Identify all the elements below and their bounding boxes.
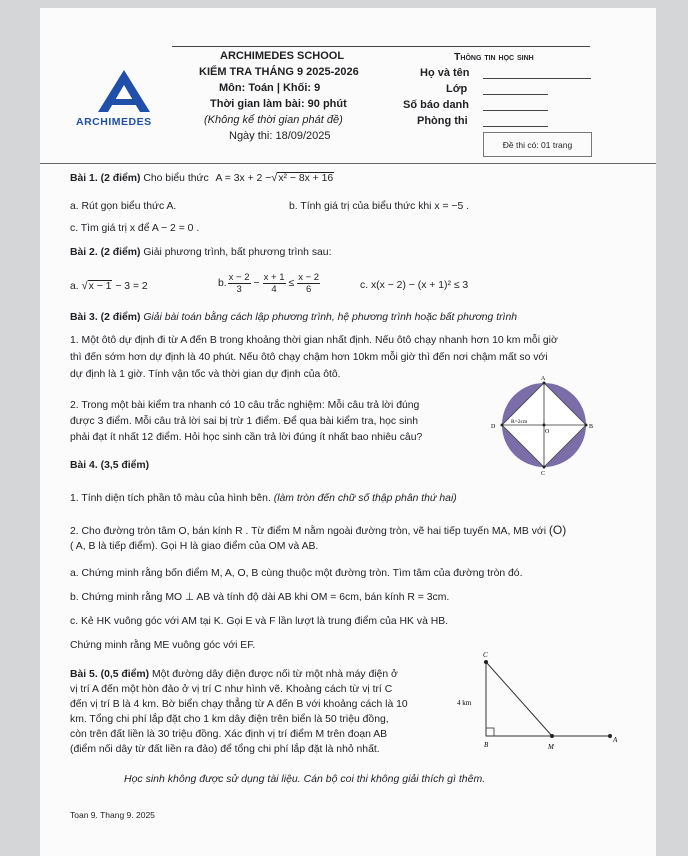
fig5-label-B: B: [484, 741, 489, 749]
bai4-part-a: a. Chứng minh rằng bốn điểm M, A, O, B cùng thuộc một đường tròn. Tìm tâm của đường tròn đó.: [70, 568, 523, 579]
bai4-q2-circle: (O): [548, 523, 567, 537]
fig-label-A: A: [541, 376, 546, 382]
bai3-p1-line2: thì đến sớm hơn dự định là 40 phút. Nếu ôtô chạy chậm hơn 10km mỗi giờ thì đến nơi chậm mất so với: [70, 352, 548, 363]
bai2-intro: Giải phương trình, bất phương trình sau:: [143, 247, 332, 258]
bai2-b-fraction-2: $\frac{x + 1}{4}$: [263, 272, 285, 295]
bai2-a-root: x − 1: [88, 281, 112, 292]
subject-line: Môn: Toán | Khối: 9: [219, 82, 321, 94]
bai4-q1-note: (làm tròn đến chữ số thập phân thứ hai): [273, 493, 457, 504]
field-label-room: Phòng thi: [417, 115, 468, 127]
fig5-label-dist: 4 km: [457, 699, 472, 707]
bai2-c-label: c.: [360, 280, 369, 291]
bai3-intro: Giải bài toán bằng cách lập phương trình, hệ phương trình hoặc bất phương trình: [143, 312, 517, 323]
bai1-formula-left: A = 3x + 2 −: [215, 173, 272, 184]
bai2-b-fraction-3: $\frac{x - 2}{6}$: [298, 272, 320, 295]
field-label-name: Họ và tên: [420, 67, 470, 79]
class-blank: [483, 94, 548, 95]
bai5-line2: vị trí A đến một hòn đảo ở vị trí C như hình vẽ. Khoảng cách từ vị trí C: [70, 684, 393, 695]
bai5-line6: (điểm nối dây từ đất liền ra đảo) để tổng chi phí lắp đặt là nhỏ nhất.: [70, 744, 380, 755]
bai4-q1: 1. Tính diện tích phần tô màu của hình bên.: [70, 493, 271, 504]
footer-instruction: Học sinh không được sử dụng tài liệu. Cán bộ coi thi không giải thích gì thêm.: [124, 773, 486, 785]
cable-figure: [456, 648, 626, 760]
bai2-b-fraction-1: $\frac{x - 2}{3}$: [228, 272, 250, 295]
student-info-title: Thông tin học sinh: [454, 51, 534, 63]
bai1-formula-root: x² − 8x + 16: [278, 173, 334, 184]
exam-page: ARCHIMEDES ARCHIMEDES SCHOOL KIỂM TRA THÁNG 9 2025-2026 Môn: Toán | Khối: 9 Thời gian làm bài: 90 phút (Không kể thời gian phát đề) Ngày thi: 18/09/2025 Thông tin học sinh Họ và tên Lớp Số báo danh Phòng thi Đề thi có: 01 trang Bài 1. (2 điểm) Cho biểu thức A = 3x + 2 −√x² − 8x + 16 a. Rút gọn biểu thức A. b. Tính giá trị của biểu thức khi x = −5 . c. Tìm giá trị x để A − 2 = 0 . Bài 2. (2 điểm) Giải phương trình, bất phương trình sau: a. √x − 1 − 3 = 2 b. $\frac{x - 2}{3}$ − $\frac{x + 1}{4}$ ≤ $\frac{x - 2}{6}$ c. x(x − 2) − (x + 1)² ≤ 3 Bài 3. (2 điểm) Giải bài toán bằng cách lập phương trình, hệ phương trình hoặc bất phương trình 1. Một ôtô dự định đi từ A đến B trong khoảng thời gian nhất định. Nếu ôtô chạy nhanh hơn 10 km mỗi giờ thì đến sớm hơn dự định là 40 phút. Nếu ôtô chạy chậm hơn 10km mỗi giờ thì đến nơi chậm mất so với dự định là 1 giờ. Tính vận tốc và thời gian dự định của ôtô. 2. Trong một bài kiểm tra nhanh có 10 câu trắc nghiệm: Mỗi câu trả lời đúng được 3 điểm. Mỗi câu trả lời sai bị trừ 1 điểm. Để qua bài kiểm tra, học sinh phải đạt ít nhất 12 điểm. Hỏi học sinh cần trả lời đúng ít nhất bao nhiêu câu? A C D B O R=2cm Bài 4. (3,5 điểm) 1. Tính diện tích phần tô màu của hình bên. (làm tròn đến chữ số thập phân thứ hai) 2. Cho đường tròn tâm O, bán kính R . Từ điểm M nằm ngoài đường tròn, vẽ hai tiếp tuyến MA, MB với (O) ( A, B là tiếp điểm). Gọi H là giao điểm của OM và AB. a. Chứng minh rằng bốn điểm M, A, O, B cùng thuộc một đường tròn. Tìm tâm của đường tròn đó. b. Chứng minh rằng MO ⊥ AB và tính độ dài AB khi OM = 6cm, bán kính R = 3cm. c. Kẻ HK vuông góc với AM tại K. Gọi E và F lần lượt là trung điểm của HK và HB. Chứng minh rằng ME vuông góc với EF. Bài 5. (0,5 điểm) Một đường dây điện được nối từ một nhà máy điện ở vị trí A đến một hòn đảo ở vị trí C như hình vẽ. Khoảng cách từ vị trí C đến vị trí B là 4 km. Bờ biển chạy thẳng từ A đến B với khoảng cách là 10 km. Tổng chi phí lắp đặt cho 1 km dây điện trên biển là 50 triệu đồng, còn trên đất liền là 30 triệu đồng. Xác định vị trí điểm M trên đoạn AB (điểm nối dây từ đất liền ra đảo) để tổng chi phí lắp đặt là nhỏ nhất. C 4 km B M A Học sinh không được sử dụng tài liệu. Cán bộ coi thi không giải thích gì thêm. Toan 9. Thang 9. 2025: [40, 8, 656, 856]
bai1-intro: Cho biểu thức: [143, 173, 209, 184]
room-blank: [483, 126, 548, 127]
exam-title: KIỂM TRA THÁNG 9 2025-2026: [199, 66, 359, 78]
bai2-a-rest: − 3 = 2: [115, 281, 148, 292]
name-blank: [483, 78, 591, 79]
fig5-label-C: C: [483, 651, 488, 659]
bai2-b-label: b.: [218, 278, 227, 289]
bai5-line1: Một đường dây điện được nối từ một nhà máy điện ở: [152, 669, 398, 680]
fig-label-C: C: [541, 471, 546, 477]
bai2-b-op1: −: [253, 278, 260, 289]
bai1-part-a: a. Rút gọn biểu thức A.: [70, 201, 177, 212]
fig-label-O: O: [545, 429, 550, 435]
bai5-line4: km. Tổng chi phí lắp đặt cho 1 km dây điện trên biển là 50 triệu đồng,: [70, 714, 389, 725]
bai1-part-b-value: x = −5 .: [434, 201, 470, 212]
candidate-number-blank: [483, 110, 548, 111]
field-label-candidate-number: Số báo danh: [403, 99, 469, 111]
bai4-part-b: b. Chứng minh rằng MO ⊥ AB và tính độ dài AB khi OM = 6cm, bán kính R = 3cm.: [70, 592, 450, 603]
header-divider: [40, 163, 656, 164]
fig-label-D: D: [491, 424, 496, 430]
bai4-q2-line1: 2. Cho đường tròn tâm O, bán kính R . Từ điểm M nằm ngoài đường tròn, vẽ hai tiếp tuyến MA, MB với: [70, 526, 547, 537]
bai1-part-c: c. Tìm giá trị x để: [70, 223, 150, 234]
shaded-circle-figure: [488, 374, 603, 478]
bai2-title: Bài 2. (2 điểm): [70, 247, 141, 258]
page-count-box: Đề thi có: 01 trang: [483, 132, 592, 157]
bai3-title: Bài 3. (2 điểm): [70, 312, 141, 323]
field-label-class: Lớp: [446, 83, 468, 95]
bai2-b-op2: ≤: [288, 278, 295, 289]
bai4-part-c2: Chứng minh rằng ME vuông góc với EF.: [70, 640, 256, 651]
bai4-part-c: c. Kẻ HK vuông góc với AM tại K. Gọi E và F lần lượt là trung điểm của HK và HB.: [70, 616, 449, 627]
time-note: (Không kể thời gian phát đề): [204, 114, 343, 126]
archimedes-logo-icon: [94, 68, 154, 114]
bai5-title: Bài 5. (0,5 điểm): [70, 669, 150, 680]
bai4-title: Bài 4. (3,5 điểm): [70, 460, 150, 471]
bai1-title: Bài 1. (2 điểm): [70, 173, 141, 184]
fig-label-B: B: [589, 424, 594, 430]
bai1-part-b: b. Tính giá trị của biểu thức khi: [289, 201, 432, 212]
bai3-p1-line3: dự định là 1 giờ. Tính vận tốc và thời gian dự định của ôtô.: [70, 369, 341, 380]
bai3-p2-line2: được 3 điểm. Mỗi câu trả lời sai bị trừ 1 điểm. Để qua bài kiểm tra, học sinh: [70, 416, 419, 427]
footer-code: Toan 9. Thang 9. 2025: [70, 810, 155, 820]
logo-name: ARCHIMEDES: [76, 116, 152, 128]
bai2-a-label: a.: [70, 281, 79, 292]
bai1-part-c-eq: A − 2 = 0 .: [151, 223, 200, 234]
exam-date: Ngày thi: 18/09/2025: [229, 130, 331, 142]
header-top-rule: [172, 46, 590, 47]
bai4-q2-line2: ( A, B là tiếp điểm). Gọi H là giao điểm của OM và AB.: [70, 541, 319, 552]
fig5-label-M: M: [548, 743, 554, 751]
fig-label-radius: R=2cm: [511, 419, 528, 425]
fig5-label-A: A: [613, 736, 618, 744]
duration-line: Thời gian làm bài: 90 phút: [210, 98, 347, 110]
school-name: ARCHIMEDES SCHOOL: [220, 50, 345, 62]
bai3-p1-line1: 1. Một ôtô dự định đi từ A đến B trong khoảng thời gian nhất định. Nếu ôtô chạy nhanh hơn 10 km mỗi giờ: [70, 335, 558, 346]
bai3-p2-line1: 2. Trong một bài kiểm tra nhanh có 10 câu trắc nghiệm: Mỗi câu trả lời đúng: [70, 400, 420, 411]
bai3-p2-line3: phải đạt ít nhất 12 điểm. Hỏi học sinh cần trả lời đúng ít nhất bao nhiêu câu?: [70, 432, 423, 443]
bai2-c-expr: x(x − 2) − (x + 1)² ≤ 3: [370, 280, 469, 291]
bai5-line3: đến vị trí B là 4 km. Bờ biển chạy thẳng từ A đến B với khoảng cách là 10: [70, 699, 408, 710]
bai5-line5: còn trên đất liền là 30 triệu đồng. Xác định vị trí điểm M trên đoạn AB: [70, 729, 388, 740]
